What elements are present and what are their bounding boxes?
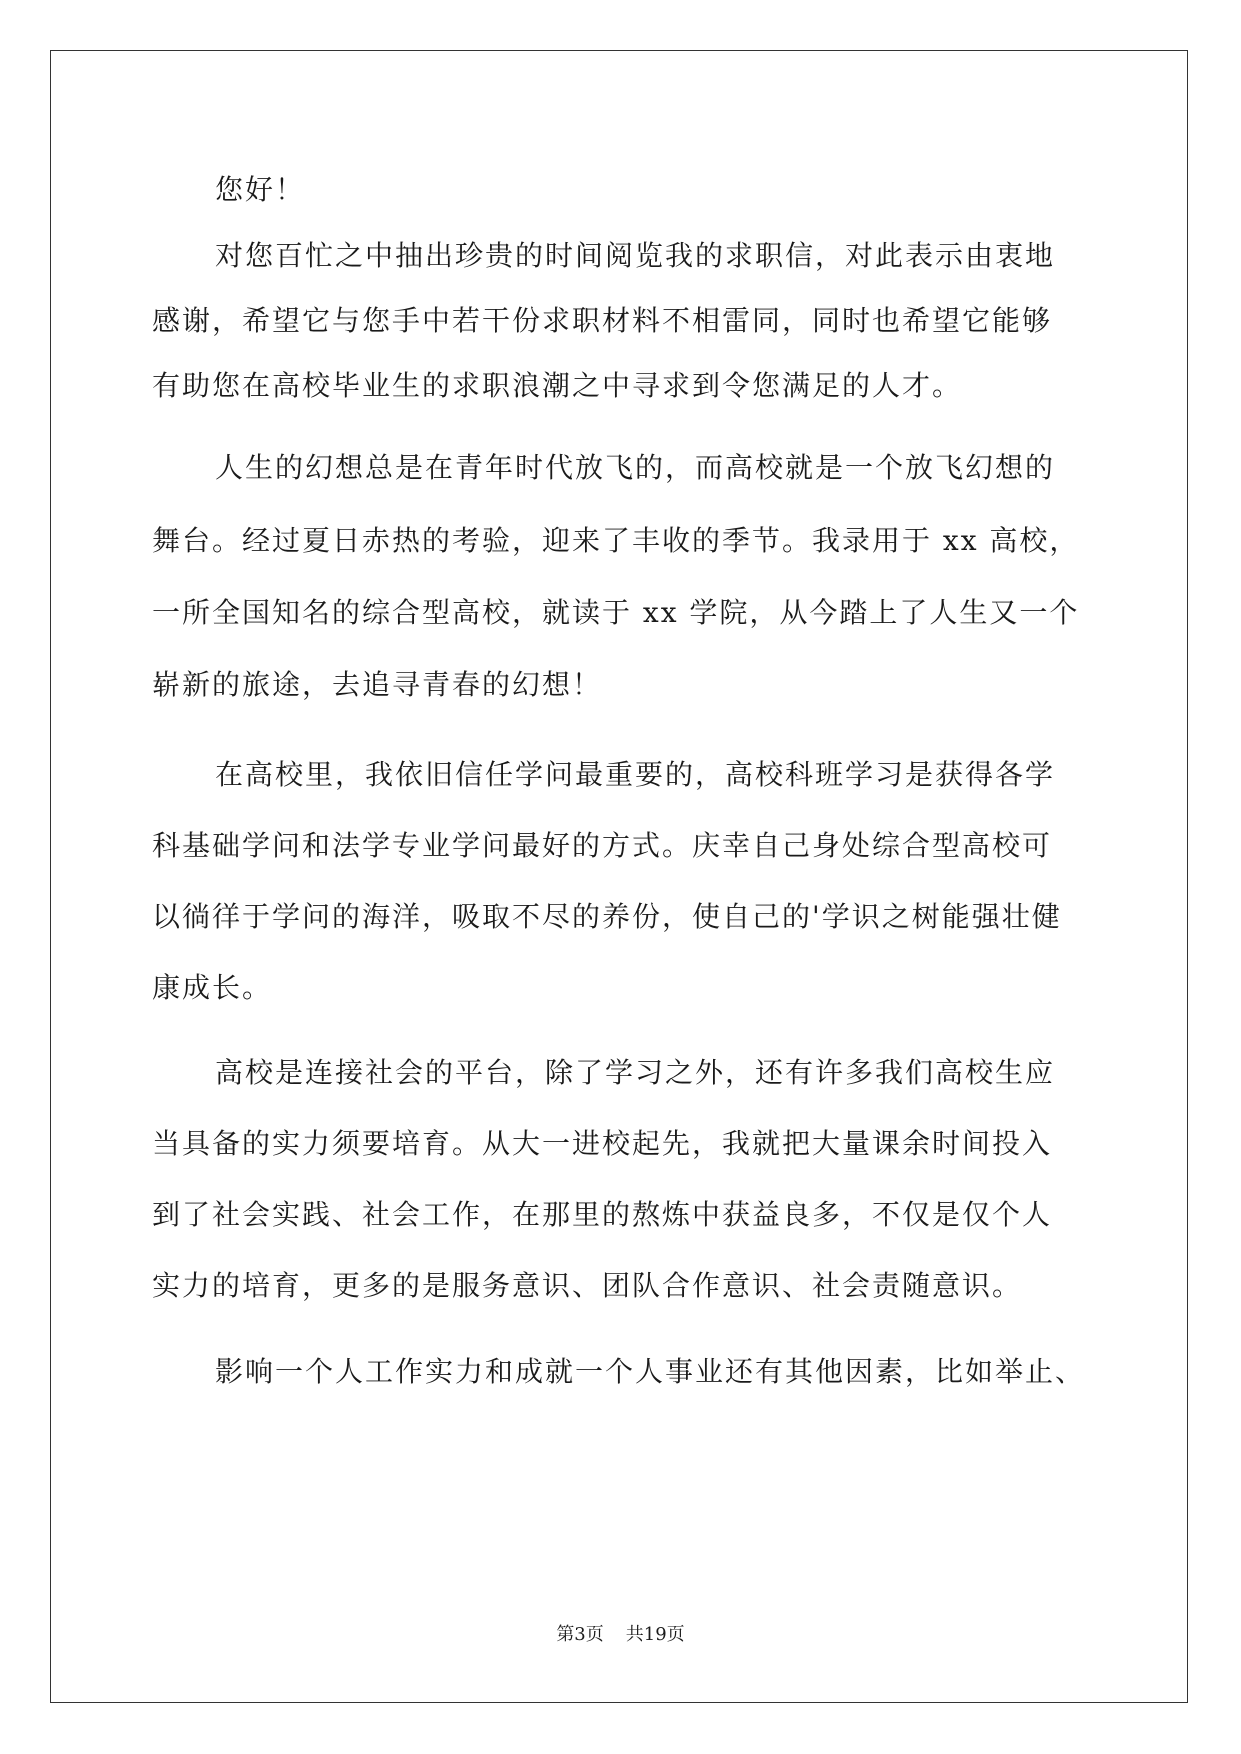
paragraph-2-line-3: 一所全国知名的综合型高校，就读于 xx 学院，从今踏上了人生又一个	[152, 596, 1080, 629]
greeting-line: 您好！	[215, 173, 306, 206]
paragraph-1-line-2: 感谢，希望它与您手中若干份求职材料不相雷同，同时也希望它能够	[152, 304, 1053, 337]
page-total-label: 共19页	[625, 1624, 685, 1645]
page-current-label: 第3页	[556, 1624, 604, 1645]
paragraph-4-line-4: 实力的培育，更多的是服务意识、团队合作意识、社会责随意识。	[152, 1269, 1023, 1302]
paragraph-4-line-3: 到了社会实践、社会工作，在那里的熬炼中获益良多，不仅是仅个人	[152, 1198, 1053, 1231]
paragraph-2-line-4: 崭新的旅途，去追寻青春的幻想！	[152, 668, 603, 701]
paragraph-2-line-2: 舞台。经过夏日赤热的考验，迎来了丰收的季节。我录用于 xx 高校，	[152, 524, 1080, 557]
paragraph-1-line-3: 有助您在高校毕业生的求职浪潮之中寻求到令您满足的人才。	[152, 369, 963, 402]
paragraph-3-line-2: 科基础学问和法学专业学问最好的方式。庆幸自己身处综合型高校可	[152, 829, 1053, 862]
paragraph-2-line-1: 人生的幻想总是在青年时代放飞的，而高校就是一个放飞幻想的	[215, 451, 1056, 484]
paragraph-1-line-1: 对您百忙之中抽出珍贵的时间阅览我的求职信，对此表示由衷地	[215, 239, 1056, 272]
page-footer	[0, 1623, 1241, 1647]
paragraph-3-line-1: 在高校里，我依旧信任学问最重要的，高校科班学习是获得各学	[215, 758, 1056, 791]
paragraph-4-line-2: 当具备的实力须要培育。从大一进校起先，我就把大量课余时间投入	[152, 1127, 1053, 1160]
paragraph-5-line-1: 影响一个人工作实力和成就一个人事业还有其他因素，比如举止、	[215, 1355, 1086, 1388]
paragraph-4-line-1: 高校是连接社会的平台，除了学习之外，还有许多我们高校生应	[215, 1056, 1056, 1089]
page-border	[50, 50, 1188, 1703]
paragraph-3-line-4: 康成长。	[152, 971, 273, 1004]
paragraph-3-line-3: 以徜徉于学问的海洋，吸取不尽的养份，使自己的'学识之树能强壮健	[152, 900, 1062, 933]
